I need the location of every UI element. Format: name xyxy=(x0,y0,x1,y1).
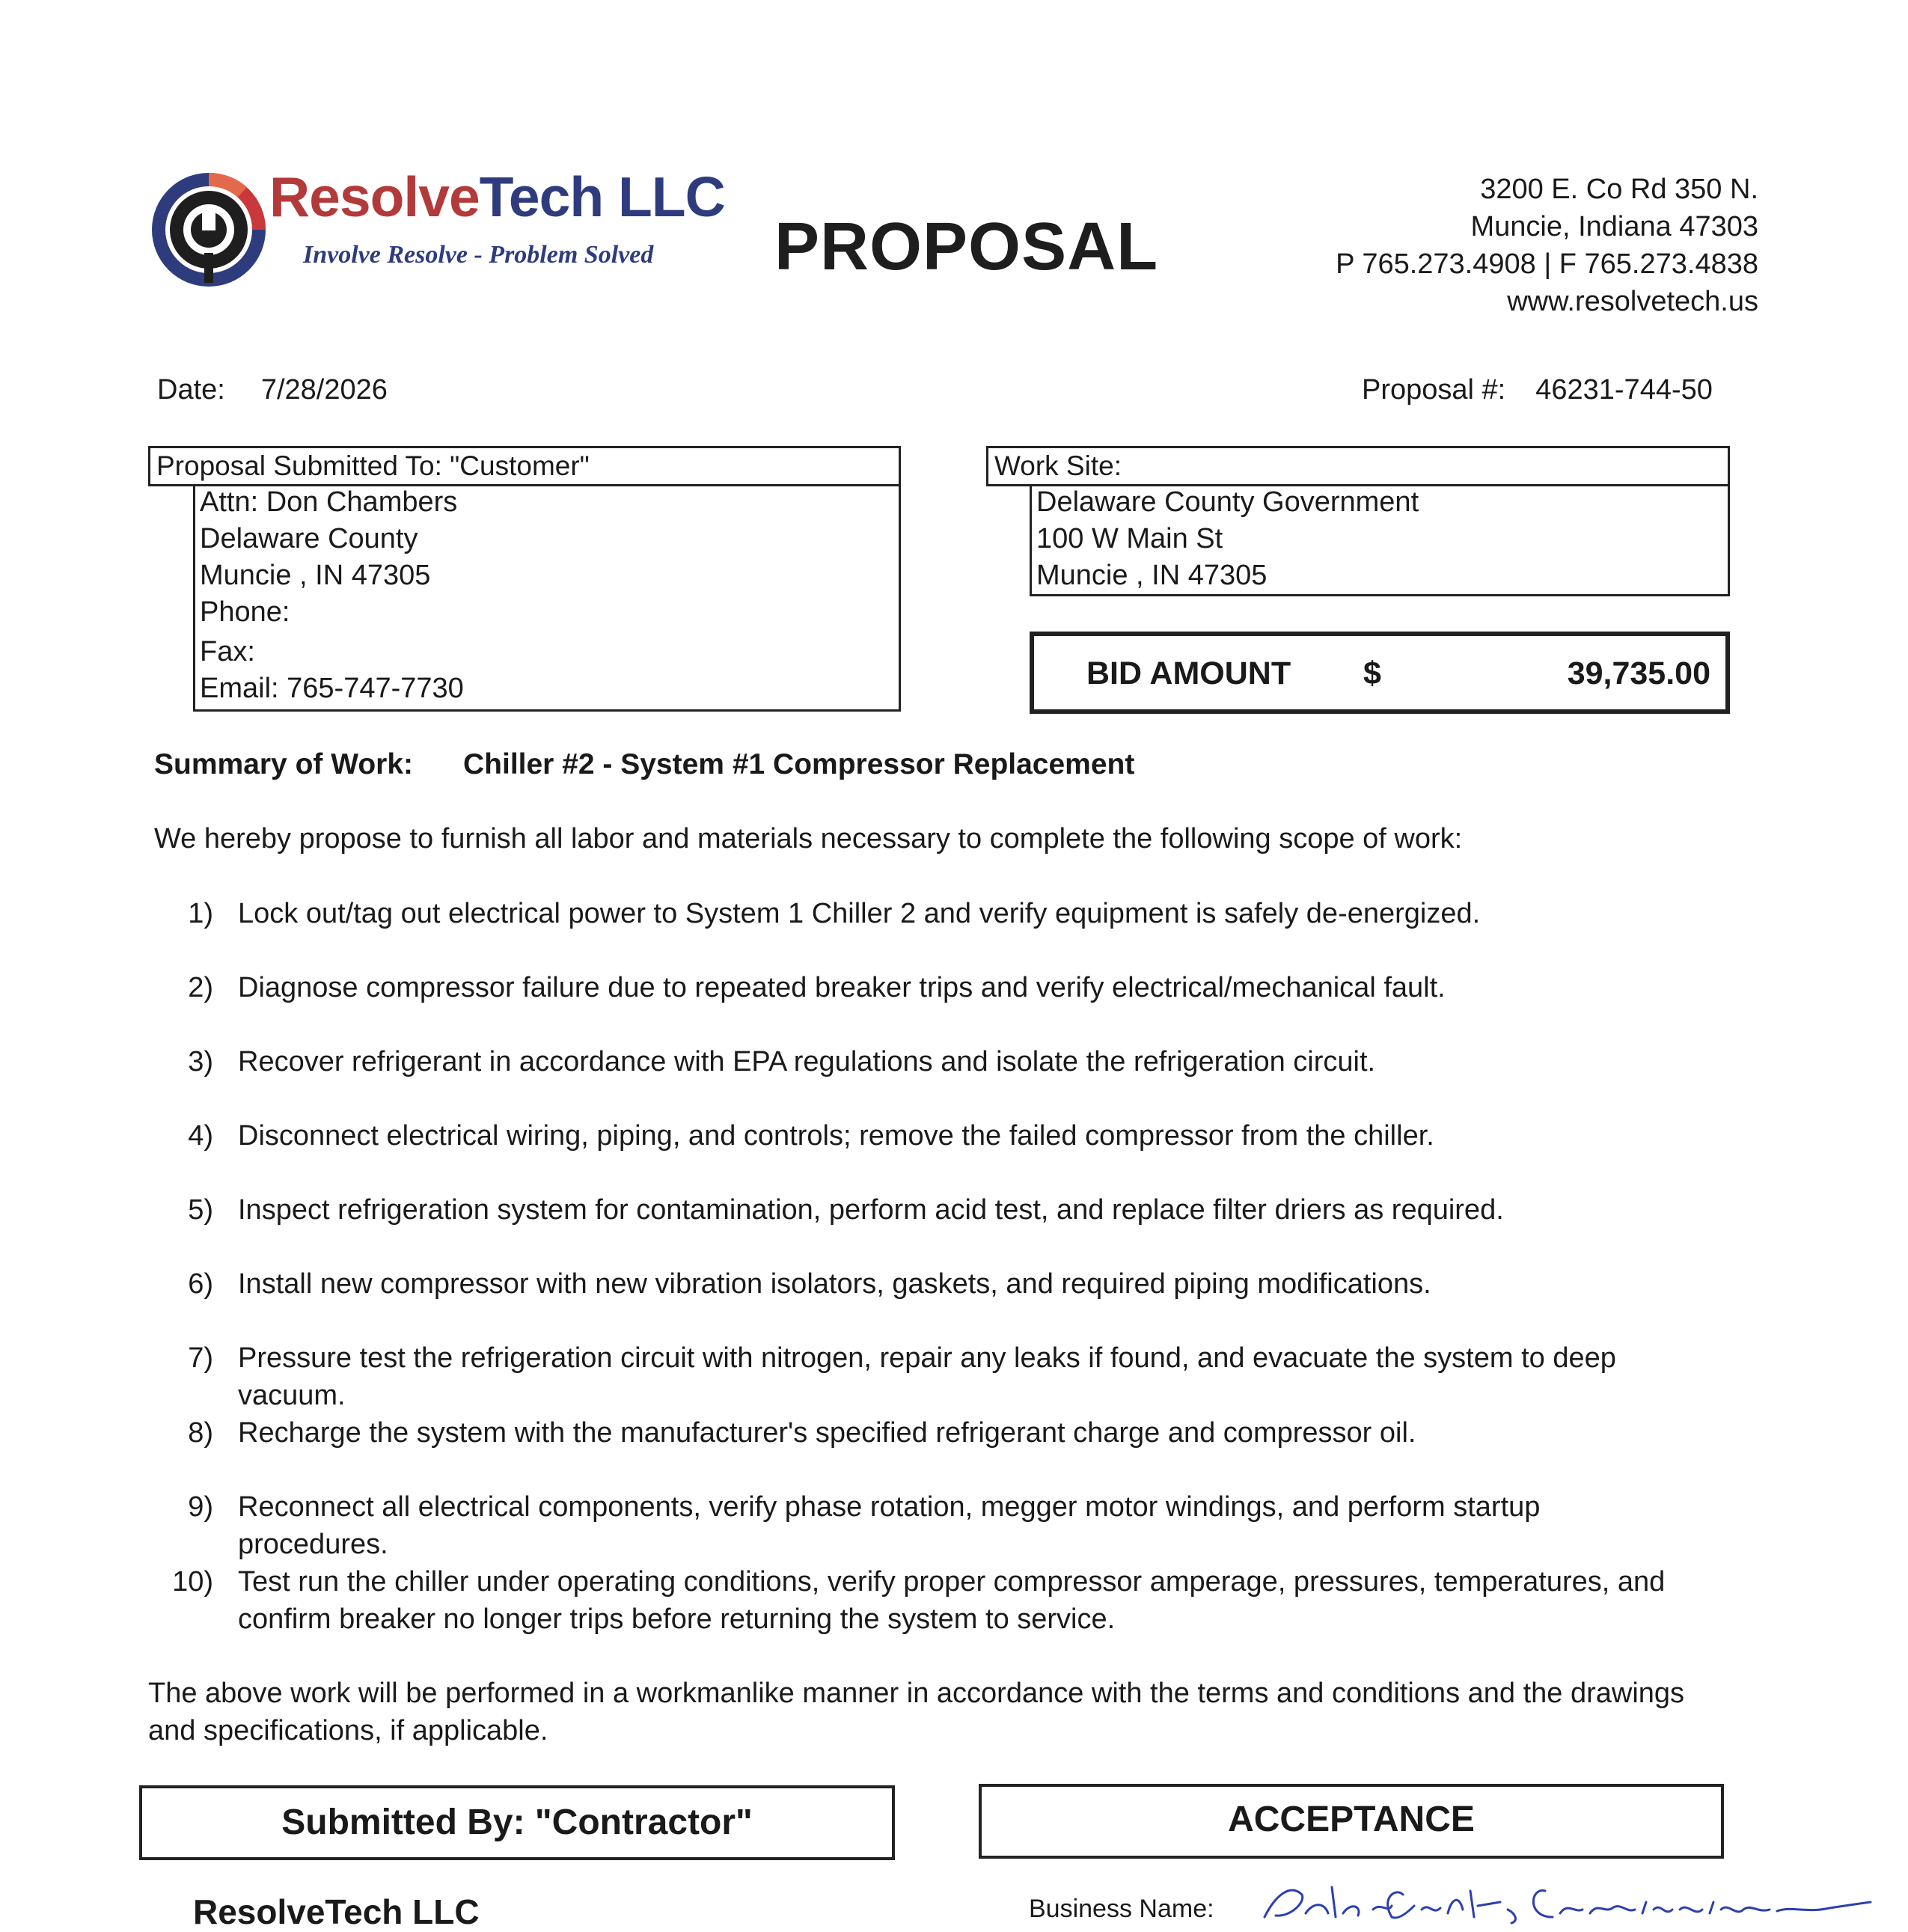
date-row xyxy=(157,374,388,406)
address-line: 3200 E. Co Rd 350 N. xyxy=(1480,174,1758,205)
address-line: Muncie, Indiana 47303 xyxy=(1470,211,1758,242)
phone-line: Phone: xyxy=(200,596,290,628)
summary-value: Chiller #2 - System #1 Compressor Replacement xyxy=(463,748,1135,780)
handwritten-signature xyxy=(1261,1880,1874,1925)
business-name-label: Business Name: xyxy=(1029,1895,1214,1923)
website: www.resolvetech.us xyxy=(1507,286,1758,317)
closing-statement: The above work will be performed in a workmanlike manner in accordance with the terms and conditions and the drawings and specifications, if applicable. xyxy=(148,1678,1685,1746)
summary-label: Summary of Work: xyxy=(154,748,414,780)
site-line: Delaware County Government xyxy=(1036,486,1419,518)
company-tagline: Involve Resolve - Problem Solved xyxy=(303,241,654,269)
document-title: PROPOSAL xyxy=(774,210,1159,284)
phone-fax: P 765.273.4908 | F 765.273.4838 xyxy=(1336,248,1758,280)
bid-amount-box xyxy=(1030,632,1730,714)
submitted-to-header: Proposal Submitted To: "Customer" xyxy=(148,446,901,486)
bid-amount-value: 39,735.00 xyxy=(1567,655,1710,691)
site-line: 100 W Main St xyxy=(1036,523,1223,554)
company-address xyxy=(1336,171,1758,320)
org-line: Delaware County xyxy=(200,523,418,554)
submitted-to-details xyxy=(193,484,901,712)
work-site-details xyxy=(1030,484,1730,596)
fax-line: Fax: xyxy=(200,636,255,667)
company-name: ResolveTech LLC xyxy=(269,165,725,228)
acceptance-header: ACCEPTANCE xyxy=(979,1784,1724,1859)
city-line: Muncie , IN 47305 xyxy=(200,560,431,591)
work-site-header: Work Site: xyxy=(986,446,1730,486)
proposal-number-label: Proposal #: xyxy=(1362,374,1506,406)
scope-intro: We hereby propose to furnish all labor and materials necessary to complete the following scope of work: xyxy=(154,823,1463,855)
bid-currency: $ xyxy=(1363,655,1381,691)
date-label: Date: xyxy=(157,374,225,406)
date-value: 7/28/2026 xyxy=(260,374,388,406)
contractor-name: ResolveTech LLC xyxy=(193,1892,480,1931)
proposal-number-value: 46231-744-50 xyxy=(1535,374,1713,406)
proposal-number-row xyxy=(1362,374,1713,406)
email-line: Email: 765-747-7730 xyxy=(200,673,464,704)
bid-amount-label: BID AMOUNT xyxy=(1086,655,1291,691)
company-logo-icon xyxy=(150,171,268,289)
site-line: Muncie , IN 47305 xyxy=(1036,560,1268,591)
attn-line: Attn: Don Chambers xyxy=(200,486,458,518)
submitted-by-header: Submitted By: "Contractor" xyxy=(139,1785,895,1860)
